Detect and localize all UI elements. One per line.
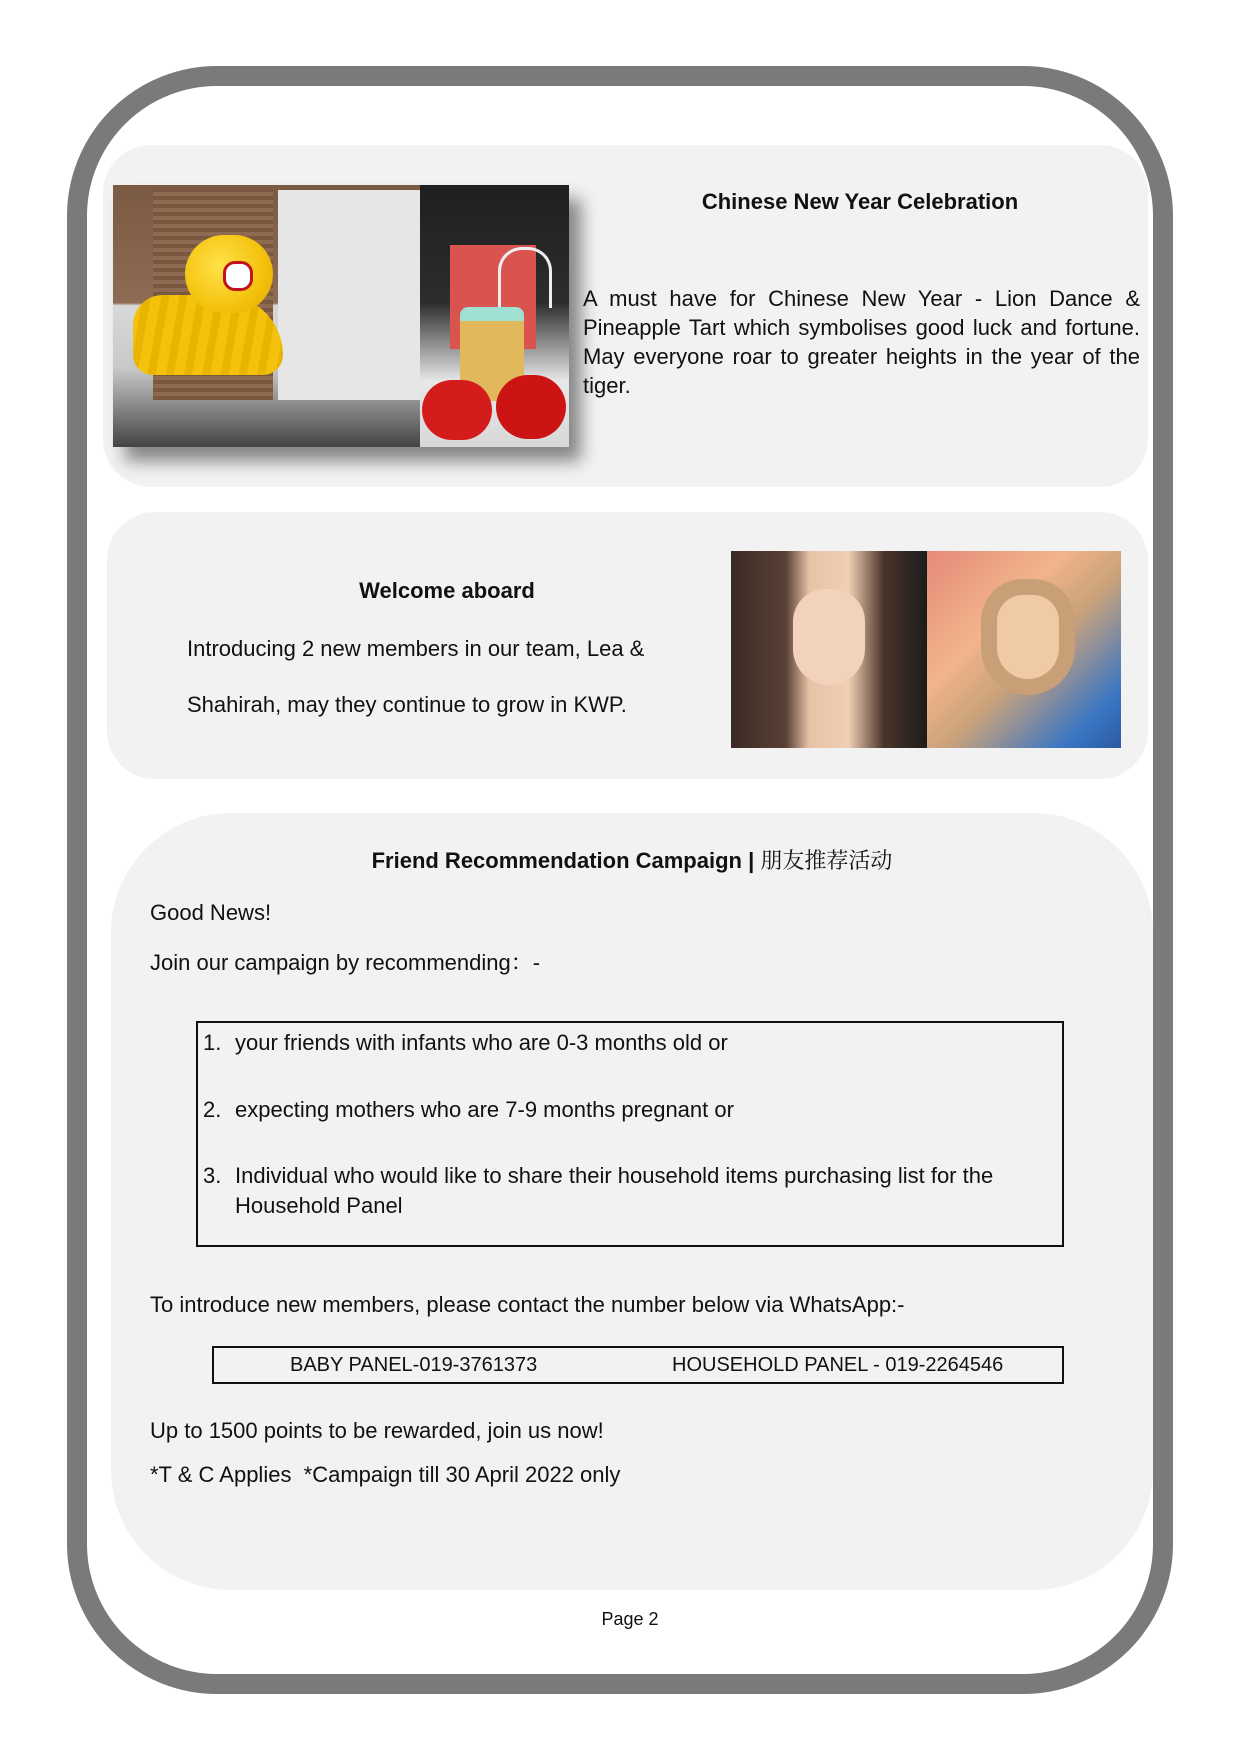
list-number: 2. — [203, 1097, 222, 1122]
campaign-title — [111, 844, 1153, 875]
terms-text: *T & C Applies *Campaign till 30 April 2022 only — [150, 1462, 621, 1487]
pineapple-tart-image — [420, 185, 569, 447]
photo-lea — [731, 551, 927, 748]
mandarin-orange — [496, 375, 566, 439]
lion-dance-image — [113, 185, 420, 447]
good-news-text: Good News! — [150, 900, 272, 925]
bag-handle — [498, 247, 552, 308]
face — [997, 595, 1059, 679]
join-text: Join our campaign by recommending：- — [150, 950, 541, 975]
welcome-title: Welcome aboard — [359, 578, 535, 603]
recommendation-list — [196, 1021, 1064, 1247]
list-text: your friends with infants who are 0-3 months old or — [235, 1030, 728, 1055]
reward-text: Up to 1500 points to be rewarded, join us now! — [150, 1418, 604, 1443]
mandarin-orange — [422, 380, 492, 440]
cny-title: Chinese New Year Celebration — [701, 189, 1019, 214]
office-wall — [278, 190, 420, 400]
list-number: 1. — [203, 1030, 222, 1055]
welcome-line-1: Introducing 2 new members in our team, Lea & — [187, 636, 645, 661]
contact-household-panel: HOUSEHOLD PANEL - 019-2264546 — [672, 1354, 1004, 1376]
campaign-title-en: Friend Recommendation Campaign | — [371, 848, 755, 873]
lion-head — [185, 235, 273, 313]
page-number: Page 2 — [601, 1609, 659, 1629]
introduce-text: To introduce new members, please contact the number below via WhatsApp:- — [150, 1292, 905, 1317]
photo-shahirah — [927, 551, 1121, 748]
list-number: 3. — [203, 1163, 222, 1188]
list-text: Individual who would like to share their household items purchasing list for the Household Panel — [235, 1163, 994, 1218]
cny-description: A must have for Chinese New Year - Lion Dance & Pineapple Tart which symbolises good luck and fortune. May everyone roar to greater heights in the year of the tiger. — [583, 286, 1140, 398]
list-text: expecting mothers who are 7-9 months pregnant or — [235, 1097, 734, 1122]
lion-eye — [223, 261, 253, 291]
contact-baby-panel: BABY PANEL-019-3761373 — [290, 1354, 538, 1376]
face — [793, 589, 865, 685]
new-members-photo — [731, 551, 1121, 748]
campaign-title-cn: 朋友推荐活动 — [760, 849, 893, 874]
cny-photo — [113, 185, 569, 447]
welcome-line-2: Shahirah, may they continue to grow in KWP. — [187, 692, 627, 717]
contact-box — [212, 1346, 1064, 1384]
